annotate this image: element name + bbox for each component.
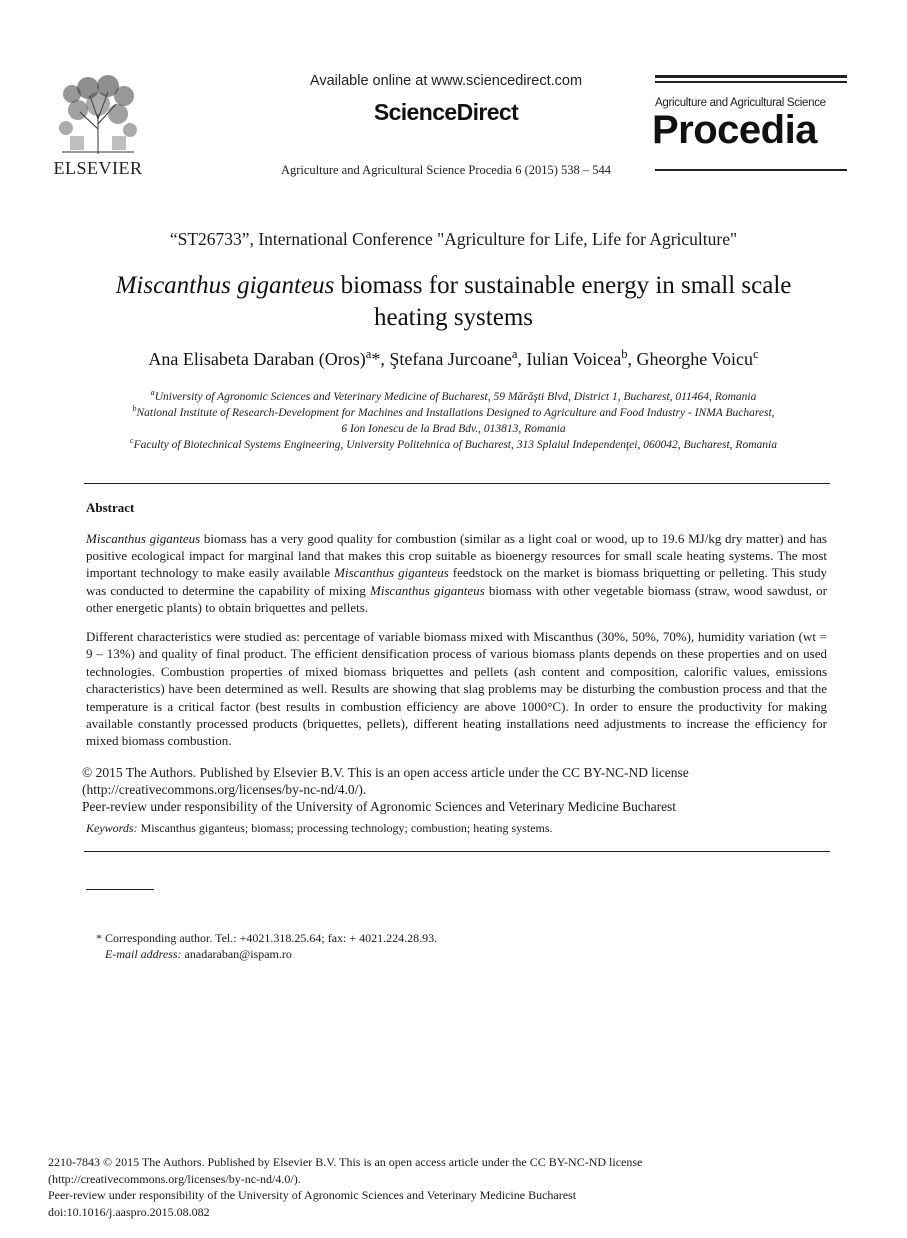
affiliations — [40, 389, 867, 453]
available-online: Available online at www.sciencedirect.com — [309, 73, 583, 89]
procedia-subtitle: Agriculture and Agricultural Science — [655, 97, 826, 109]
footer-doi[interactable]: doi:10.1016/j.aaspro.2015.08.082 — [48, 1204, 210, 1219]
author-separator: *, — [371, 349, 390, 369]
author-name: Iulian Voicea — [526, 349, 622, 369]
author-separator: , — [517, 349, 527, 369]
procedia-rule-bottom — [655, 169, 847, 171]
license-link[interactable]: (http://creativecommons.org/licenses/by-nc-nd/4.0/). — [82, 782, 367, 797]
author-separator: , — [627, 349, 637, 369]
author-name: Gheorghe Voicu — [636, 349, 754, 369]
keywords-line — [86, 821, 827, 836]
author-name: Ana Elisabeta Daraban (Oros) — [148, 349, 366, 369]
elsevier-tree-icon — [50, 74, 146, 158]
footer-issn-license: 2210-7843 © 2015 The Authors. Published by Elsevier B.V. This is an open access article under the CC BY-NC-ND license — [48, 1155, 643, 1169]
affiliation-b: $^b$National Institute of Research-Development for Machines and Installations Designed to Agriculture and Food Industry - INMA Bucharest, — [132, 404, 775, 419]
abstract-bottom-rule — [84, 851, 830, 852]
sciencedirect-wordmark: ScienceDirect — [373, 99, 519, 125]
affiliation-b-continued: 6 Ion Ionescu de la Brad Bdv., 013813, Romania — [341, 423, 566, 435]
procedia-title: Procedia — [652, 108, 817, 152]
abstract-paragraph-1: Miscanthus giganteus biomass has a very good quality for combustion (similar as a light coal or wood, up to 19.6 MJ/kg dry matter) and has positive ecological impact for marginal land that makes this crop suitable as bioenergy resources for small scale heating systems. The most important technology to make easily available Miscanthus giganteus feedstock on the market is biomass briquetting or pelleting. This study was conducted to determine the capability of mixing Miscanthus giganteus biomass with other vegetable biomass (straw, wood sawdust, or other energetic plants) to obtain briquettes and pellets. — [86, 531, 827, 615]
page-footer — [48, 1154, 848, 1220]
elsevier-wordmark: ELSEVIER — [53, 158, 143, 178]
journal-reference: Agriculture and Agricultural Science Procedia 6 (2015) 538 – 544 — [280, 163, 612, 177]
footer-license-link[interactable]: (http://creativecommons.org/licenses/by-nc-nd/4.0/). — [48, 1171, 301, 1186]
abstract-paragraph-2: Different characteristics were studied as: percentage of variable biomass mixed with Miscanthus (30%, 50%, 70%), humidity variation (wt = 9 – 13%) and quality of final product. The efficient densification process of various biomass plants depends on these properties and on used technologies. Combustion properties of mixed biomass briquettes and pellets (ash content and composition, calorific values, emissions characteristics) have been determined as well. Results are showing that slag problems may be disturbing the combustion process and that the temperature is a critical factor (best results in combustion efficiency are above 1000°C). In order to ensure the productivity for making available constantly processed products (briquettes, pellets), different heating installations need adjustments to increase the efficiency for mixed biomass combustion. — [86, 629, 827, 749]
copyright-line: © 2015 The Authors. Published by Elsevier B.V. This is an open access article under the CC BY-NC-ND license — [82, 765, 689, 780]
corresponding-author-line: * Corresponding author. Tel.: +4021.318.25.64; fax: + 4021.224.28.93. — [96, 931, 438, 945]
elsevier-logo — [50, 74, 146, 180]
author-name: Ştefana Jurcoane — [389, 349, 512, 369]
keywords-label: Keywords: — [86, 821, 138, 835]
author-affiliation-mark: c — [753, 347, 759, 361]
footer-peer-review: Peer-review under responsibility of the University of Agronomic Sciences and Veterinary Medicine Bucharest — [48, 1188, 577, 1202]
abstract-top-rule — [84, 483, 830, 484]
peer-review-line: Peer-review under responsibility of the University of Agronomic Sciences and Veterinary Medicine Bucharest — [82, 799, 677, 814]
procedia-rule-top-2 — [655, 81, 847, 83]
conference-line: “ST26733”, International Conference "Agriculture for Life, Life for Agriculture" — [169, 229, 738, 249]
affiliation-c: $^c$Faculty of Biotechnical Systems Engineering, University Politehnica of Bucharest, 313 Splaiul Independenţei, 060042, Bucharest, Romania — [130, 436, 777, 451]
copyright-block — [82, 764, 842, 815]
procedia-rule-top-1 — [655, 75, 847, 78]
author-affiliation-mark: a — [365, 347, 372, 361]
author-affiliation-mark: a — [511, 347, 518, 361]
author-affiliation-mark: b — [621, 347, 628, 361]
abstract-heading: Abstract — [86, 500, 135, 515]
footnote-separator — [86, 889, 154, 890]
paper-title — [40, 270, 867, 334]
email-address[interactable]: anadaraban@ispam.ro — [181, 947, 292, 961]
affiliation-a: $^a$University of Agronomic Sciences and Veterinary Medicine of Bucharest, 59 Mărăşti Blvd, District 1, Bucharest, 011464, Romania — [150, 388, 757, 403]
title-line1-rest: biomass for sustainable energy in small scale — [334, 272, 792, 299]
corresponding-author-footnote — [96, 930, 796, 962]
keywords-text: Miscanthus giganteus; biomass; processing technology; combustion; heating systems. — [137, 821, 553, 835]
author-list — [40, 349, 867, 370]
email-label: E-mail address: — [105, 947, 182, 961]
title-italic-species: Miscanthus giganteus — [115, 272, 335, 299]
title-line2: heating systems — [373, 304, 533, 331]
